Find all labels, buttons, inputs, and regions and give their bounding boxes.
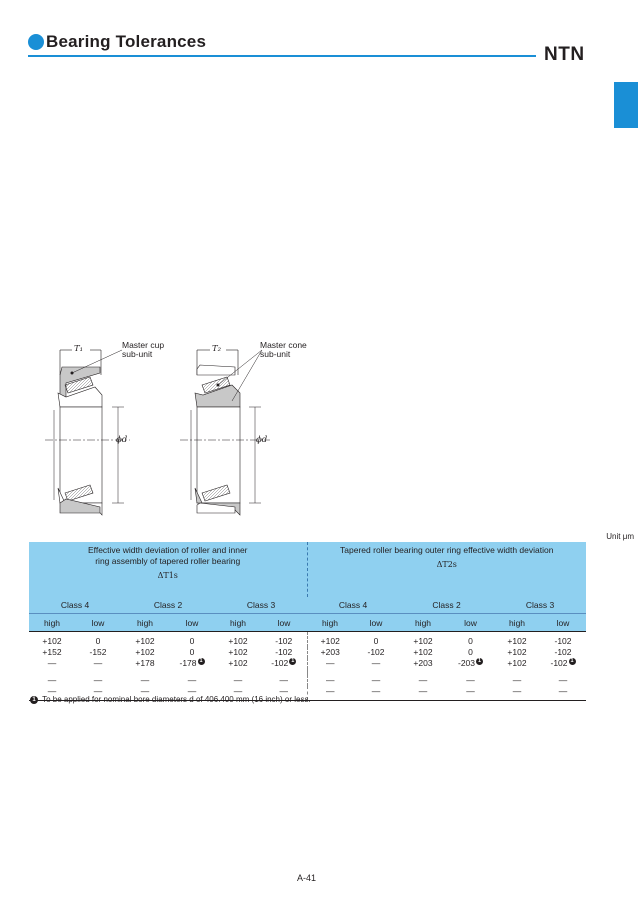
callout-line: sub-unit (122, 349, 153, 359)
master-cup-callout (122, 341, 164, 359)
column-header: low (540, 614, 586, 632)
page-number: A-41 (297, 873, 317, 883)
table-cell: +102 (507, 658, 527, 668)
table-cell: — (558, 675, 568, 685)
table-cell: — (326, 675, 335, 685)
column-header: high (215, 614, 261, 632)
section-tab (614, 82, 638, 128)
table-cell: — (466, 675, 475, 685)
bore-diameter-label: ϕd (116, 435, 128, 445)
table-cell: -102 (554, 647, 572, 657)
table-cell: — (75, 686, 121, 701)
page-title: Bearing Tolerances (46, 32, 207, 51)
table-cell: +102 (135, 636, 155, 646)
table-cell: — (29, 686, 75, 701)
footnote-marker-icon: 1 (570, 658, 574, 665)
table-cell: -102 (367, 647, 385, 657)
table-group-header (29, 542, 586, 597)
column-header: low (169, 614, 215, 632)
cell-value: -178 (179, 658, 197, 668)
table-cell: +102 (42, 636, 62, 646)
table-cell: — (121, 686, 169, 701)
table-cell: — (169, 686, 215, 701)
footnote-marker-icon: 1 (30, 696, 38, 704)
class-header: Class 4 (29, 597, 121, 614)
table-row (29, 632, 586, 648)
table-cell: +152 (42, 647, 62, 657)
column-header: low (261, 614, 307, 632)
table-cell: — (93, 675, 103, 685)
table-cell: — (140, 675, 150, 685)
table-cell (540, 658, 586, 669)
header-divider (28, 55, 536, 57)
column-header: high (121, 614, 169, 632)
table-cell: — (47, 675, 57, 685)
table-cell: +102 (228, 647, 248, 657)
delta-t1s-symbol: ΔT1s (157, 571, 178, 580)
brand-logo: NTN (544, 44, 585, 65)
footnote-text: To be applied for nominal bore diameters d of 406.400 mm (16 inch) or less. (42, 695, 311, 704)
callout-line: sub-unit (260, 349, 291, 359)
class-header-row (29, 597, 586, 614)
column-header: high (29, 614, 75, 632)
table-cell: -102 (554, 636, 572, 646)
table-cell: — (326, 658, 335, 668)
footnote-marker-icon: 1 (477, 658, 482, 665)
delta-t2s-symbol: ΔT2s (436, 560, 457, 569)
high-low-header-row (29, 614, 586, 632)
table-cell: — (447, 686, 494, 701)
table-cell: 0 (468, 647, 473, 657)
table-cell: +102 (507, 647, 527, 657)
table-cell: — (494, 686, 540, 701)
class-header: Class 3 (494, 597, 586, 614)
t1-dimension-label: T₁ (74, 344, 84, 354)
table-cell: +102 (413, 647, 433, 657)
group-header-inner-ring (29, 542, 307, 597)
class-header: Class 4 (307, 597, 399, 614)
cell-value: -203 (457, 658, 475, 668)
table-cell: +102 (228, 636, 248, 646)
table-cell: — (215, 686, 261, 701)
master-cup-figure (45, 350, 130, 515)
master-cone-figure (180, 350, 270, 515)
table-row (29, 647, 586, 658)
table-cell: — (353, 686, 399, 701)
column-header: low (447, 614, 494, 632)
class-header: Class 3 (215, 597, 307, 614)
table-cell: 0 (189, 636, 195, 646)
table-cell: +102 (507, 636, 527, 646)
table-cell: -152 (89, 647, 107, 657)
table-cell: — (93, 658, 103, 668)
bearing-measurement-diagram (40, 335, 330, 525)
table-cell: — (47, 658, 57, 668)
column-header: high (399, 614, 447, 632)
table-row (29, 658, 586, 669)
table-cell: — (307, 686, 353, 701)
group-header-outer-ring (307, 542, 586, 597)
table-cell: 0 (95, 636, 101, 646)
group-title-line: Effective width deviation of roller and inner (87, 545, 248, 555)
column-header: high (494, 614, 540, 632)
table-cell: — (233, 675, 243, 685)
table-cell: — (187, 675, 197, 685)
table-cell: +102 (135, 647, 155, 657)
bore-diameter-label: ϕd (256, 435, 268, 445)
footnote (29, 695, 311, 704)
table-cell (169, 658, 215, 669)
table-cell: +203 (320, 647, 340, 657)
table-cell: 0 (189, 647, 195, 657)
footnote-marker-icon: 1 (291, 658, 295, 665)
table-cell: -102 (261, 647, 307, 658)
class-header: Class 2 (121, 597, 215, 614)
unit-label: Unit μm (606, 532, 634, 541)
class-header: Class 2 (399, 597, 494, 614)
table-cell: — (540, 686, 586, 701)
table-cell: +203 (413, 658, 433, 668)
callout-line: Master cup (122, 340, 165, 350)
group-title-line: ring assembly of tapered roller bearing (95, 556, 241, 566)
column-header: high (307, 614, 353, 632)
table-cell: +102 (228, 658, 248, 668)
master-cone-callout (260, 341, 307, 359)
table-cell: — (371, 658, 381, 668)
callout-line: Master cone (260, 340, 307, 350)
cell-value: -102 (550, 658, 568, 668)
table-cell: — (399, 686, 447, 701)
table-cell (261, 658, 307, 669)
header-bullet-icon (28, 34, 44, 50)
table-cell: -102 (261, 632, 307, 648)
cell-value: -102 (271, 658, 289, 668)
table-row (29, 675, 586, 686)
table-cell: — (371, 675, 381, 685)
table-cell: — (261, 686, 307, 701)
column-header: low (75, 614, 121, 632)
table-cell: +178 (135, 658, 155, 668)
table-cell: 0 (373, 636, 379, 646)
table-cell: — (512, 675, 522, 685)
table-cell (447, 658, 494, 669)
column-header: low (353, 614, 399, 632)
table-cell: +102 (320, 636, 340, 646)
t2-dimension-label: T₂ (212, 344, 222, 354)
table-cell: — (418, 675, 428, 685)
table-cell: +102 (413, 636, 433, 646)
group-title-line: Tapered roller bearing outer ring effective width deviation (340, 545, 554, 555)
table-cell: 0 (468, 636, 473, 646)
footnote-marker-icon: 1 (199, 658, 203, 665)
table-cell: — (261, 675, 307, 686)
tolerance-table (29, 542, 586, 701)
